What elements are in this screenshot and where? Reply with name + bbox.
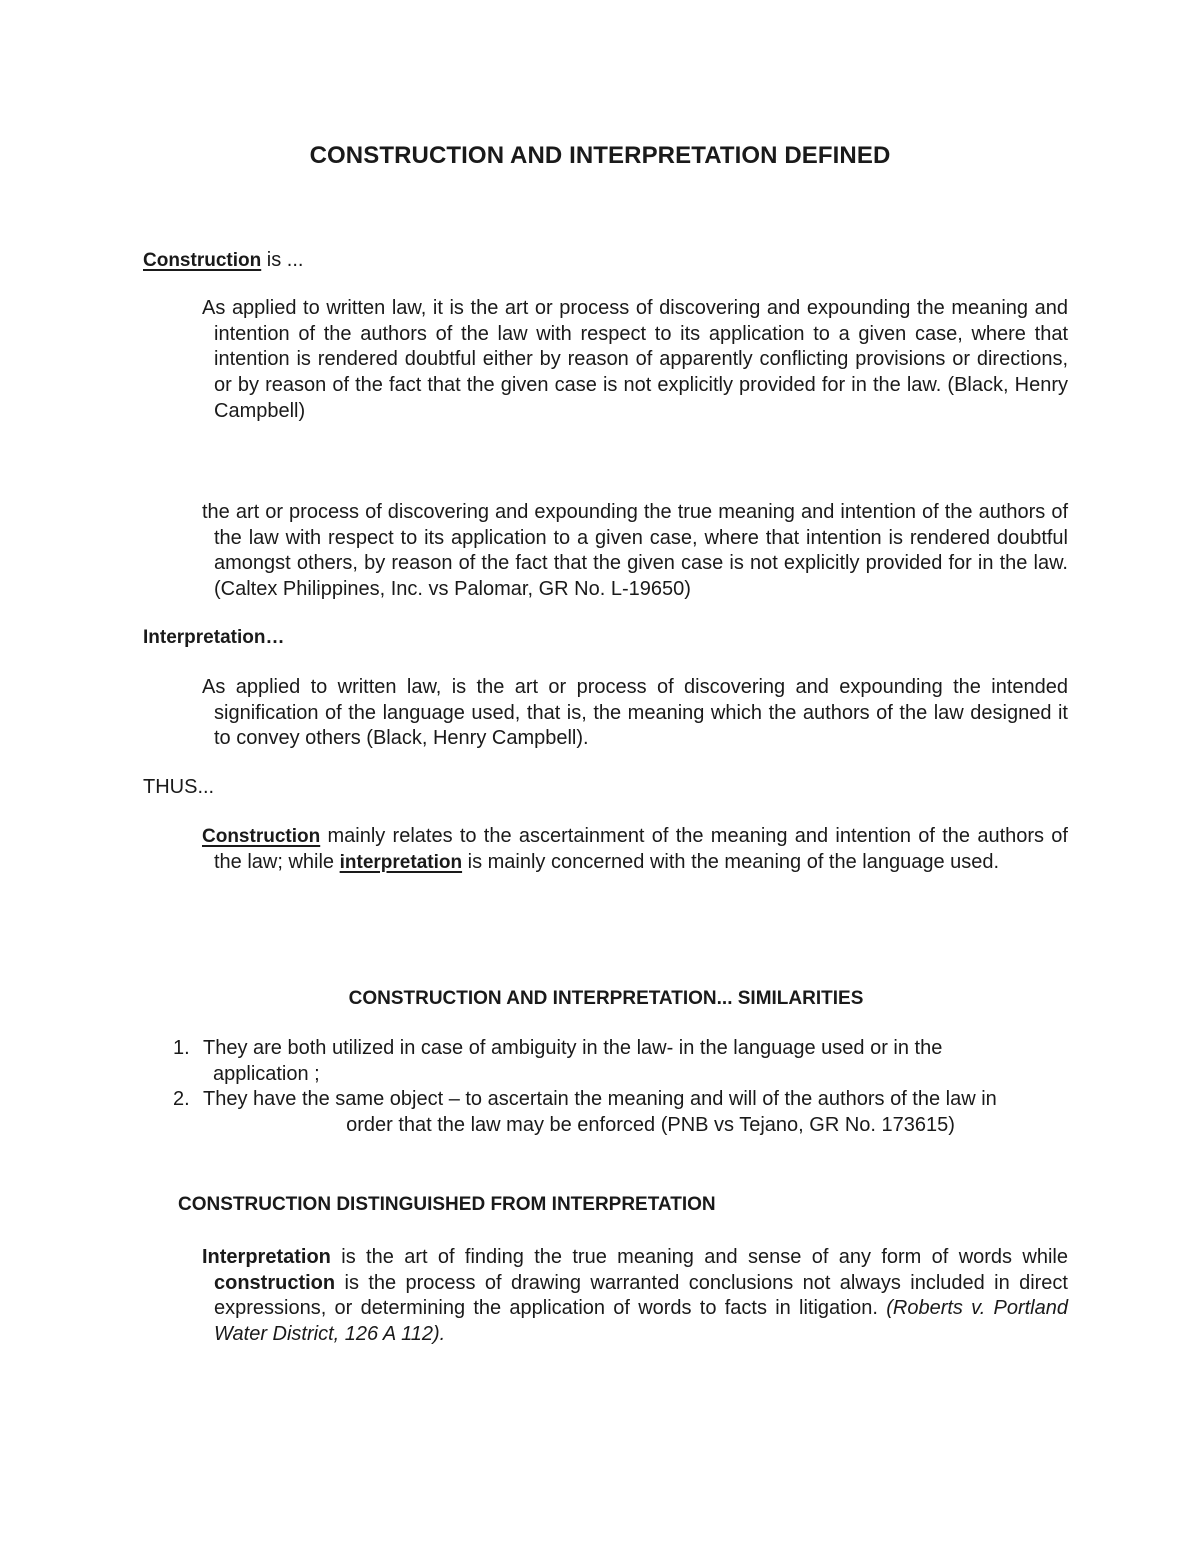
list-line: application ; [213, 1062, 320, 1085]
similarities-title: CONSTRUCTION AND INTERPRETATION... SIMILARITIES [348, 988, 864, 1009]
thus-paragraph [202, 824, 1068, 875]
list-line: They are both utilized in case of ambiguity in the law- in the language used or in the [203, 1037, 943, 1059]
list-line: They have the same object – to ascertain the meaning and will of the authors of the law in [203, 1088, 997, 1110]
thus-interpretation-term: interpretation [339, 851, 463, 873]
thus-text-2: is mainly concerned with the meaning of the language used. [462, 850, 1000, 873]
distinguished-paragraph [202, 1245, 1068, 1348]
interpretation-term: Interpretation [202, 1246, 331, 1268]
distinguished-text-2: is the process of drawing warranted conclusions not always included in direct expressions, or determining the application of words to facts in litigation. [214, 1271, 1068, 1320]
citation: (Roberts v. Portland Water District, 126 A 112). [214, 1297, 1068, 1346]
thus-construction-term: Construction [202, 826, 321, 847]
interpretation-heading: Interpretation… [143, 627, 285, 648]
similarity-item-1 [173, 1036, 1068, 1087]
construction-term: construction [214, 1271, 336, 1294]
interpretation-definition: As applied to written law, is the art or process of discovering and expounding the intended signification of the language used, that is, the meaning which the authors of the law designed it to convey others (Black, Henry Campbell). [202, 676, 1068, 750]
distinguished-title: CONSTRUCTION DISTINGUISHED FROM INTERPRETATION [178, 1194, 716, 1215]
similarity-item-2 [173, 1087, 1068, 1138]
construction-term: Construction [143, 250, 262, 271]
construction-definition-caltex: the art or process of discovering and expounding the true meaning and intention of the authors of the law with respect to its application to a given case, where that intention is rendered doubtful amongst others, by reason of the fact that the given case is not explicitly provided for in the law. (Caltex Philippines, Inc. vs Palomar, GR No. L-19650) [202, 501, 1068, 601]
construction-suffix: is ... [261, 249, 304, 271]
thus-label: THUS... [143, 776, 215, 798]
document-title: CONSTRUCTION AND INTERPRETATION DEFINED [309, 142, 891, 169]
thus-text-1: mainly relates to the ascertainment of the meaning and intention of the authors of the law; while [214, 825, 1068, 873]
construction-definition-black: As applied to written law, it is the art or process of discovering and expounding the meaning and intention of the authors of the law with respect to its application to a given case, where that intention is rendered doubtful either by reason of apparently conflicting provisions or directions, or by reason of the fact that the given case is not explicitly provided for in the law. (Black, Henry Campbell) [202, 297, 1068, 422]
list-number: 2. [173, 1088, 190, 1110]
distinguished-text-1: is the art of finding the true meaning and sense of any form of words while [330, 1246, 1068, 1268]
list-line: order that the law may be enforced (PNB vs Tejano, GR No. 173615) [346, 1113, 955, 1136]
construction-heading [143, 249, 303, 272]
list-number: 1. [173, 1037, 190, 1059]
